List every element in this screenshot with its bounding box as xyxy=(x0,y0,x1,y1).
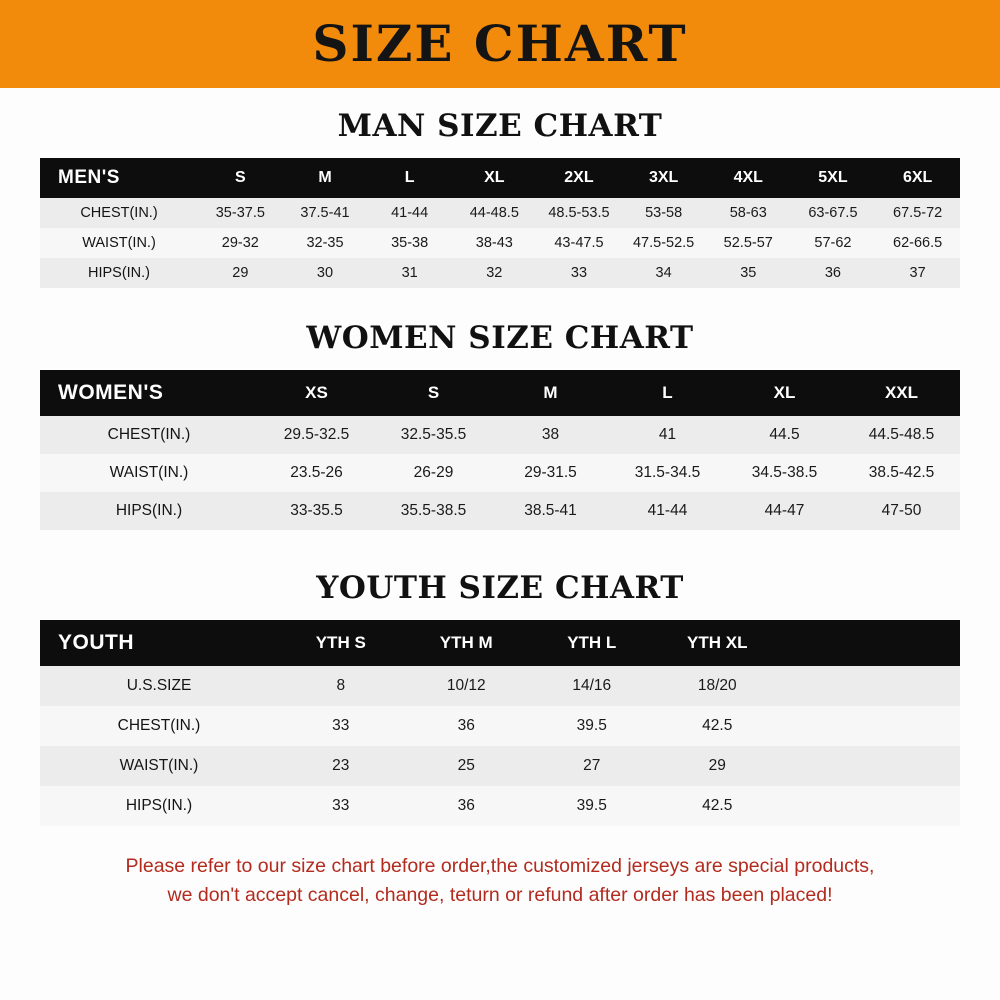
man-cell-2-2: 31 xyxy=(401,265,418,281)
women-col-header-2: S xyxy=(427,383,440,402)
youth-cell-0-1: 10/12 xyxy=(446,677,486,694)
table-row xyxy=(40,454,960,492)
women-table-header xyxy=(40,370,960,416)
man-size-table-wrapper xyxy=(40,158,960,288)
women-cell-1-4: 34.5-38.5 xyxy=(751,464,818,481)
women-cell-2-4: 44-47 xyxy=(764,502,805,519)
youth-table-body xyxy=(40,666,960,826)
women-row-label-2: HIPS(IN.) xyxy=(115,502,183,519)
man-cell-1-8: 62-66.5 xyxy=(893,235,943,251)
man-cell-0-3: 44-48.5 xyxy=(469,205,519,221)
man-cell-0-0: 35-37.5 xyxy=(215,205,265,221)
man-cell-1-6: 52.5-57 xyxy=(723,235,773,251)
table-header-row xyxy=(40,370,960,416)
man-cell-1-7: 57-62 xyxy=(814,235,852,251)
man-cell-1-2: 35-38 xyxy=(391,235,429,251)
youth-cell-2-3: 29 xyxy=(708,757,726,774)
women-cell-0-5: 44.5-48.5 xyxy=(868,426,935,443)
man-row-label-2: HIPS(IN.) xyxy=(87,265,151,281)
women-section-heading: WOMEN SIZE CHART xyxy=(306,320,694,356)
youth-cell-1-1: 36 xyxy=(457,717,475,734)
man-cell-2-1: 30 xyxy=(316,265,334,281)
table-row xyxy=(40,258,960,288)
youth-cell-2-1: 25 xyxy=(457,757,475,774)
women-cell-1-0: 23.5-26 xyxy=(290,464,343,481)
youth-cell-3-2: 39.5 xyxy=(576,797,607,814)
youth-cell-3-3: 42.5 xyxy=(702,797,733,814)
man-size-table xyxy=(40,158,960,288)
youth-cell-0-0: 8 xyxy=(336,677,346,694)
youth-size-table-wrapper xyxy=(40,620,960,826)
women-table-body xyxy=(40,416,960,530)
women-cell-2-0: 33-35.5 xyxy=(290,502,343,519)
man-col-header-8: 5XL xyxy=(818,169,848,186)
women-size-table xyxy=(40,370,960,530)
youth-size-table xyxy=(40,620,960,826)
youth-col-header-3: YTH L xyxy=(567,633,617,652)
women-cell-1-2: 29-31.5 xyxy=(524,464,577,481)
women-cell-1-3: 31.5-34.5 xyxy=(634,464,701,481)
women-col-header-3: M xyxy=(543,383,558,402)
man-cell-1-0: 29-32 xyxy=(221,235,259,251)
youth-row-label-2: WAIST(IN.) xyxy=(119,757,199,774)
women-cell-0-3: 41 xyxy=(658,426,677,443)
women-col-header-0: WOMEN'S xyxy=(58,381,164,404)
youth-section-heading: YOUTH SIZE CHART xyxy=(316,570,684,606)
man-cell-2-0: 29 xyxy=(232,265,249,281)
women-cell-1-5: 38.5-42.5 xyxy=(868,464,935,481)
man-cell-1-4: 43-47.5 xyxy=(554,235,604,251)
table-row xyxy=(40,786,960,826)
man-cell-0-4: 48.5-53.5 xyxy=(548,205,610,221)
youth-col-header-2: YTH M xyxy=(439,633,493,652)
table-row xyxy=(40,416,960,454)
youth-cell-1-spacer xyxy=(780,706,960,746)
table-row xyxy=(40,706,960,746)
youth-cell-2-2: 27 xyxy=(583,757,601,774)
man-cell-2-8: 37 xyxy=(909,265,926,281)
women-col-header-5: XL xyxy=(773,383,796,402)
man-section-heading: MAN SIZE CHART xyxy=(337,108,663,144)
youth-col-header-4: YTH XL xyxy=(687,633,748,652)
table-header-row xyxy=(40,158,960,198)
man-col-header-6: 3XL xyxy=(648,169,679,186)
women-size-table-wrapper xyxy=(40,370,960,530)
women-cell-0-1: 32.5-35.5 xyxy=(400,426,467,443)
youth-cell-0-2: 14/16 xyxy=(572,677,612,694)
women-cell-2-2: 38.5-41 xyxy=(524,502,577,519)
youth-col-header-spacer xyxy=(780,620,960,666)
youth-row-label-1: CHEST(IN.) xyxy=(117,717,201,734)
women-cell-2-3: 41-44 xyxy=(647,502,688,519)
youth-row-label-3: HIPS(IN.) xyxy=(125,797,193,814)
man-cell-0-5: 53-58 xyxy=(645,205,683,221)
man-row-label-1: WAIST(IN.) xyxy=(82,235,156,251)
women-col-header-6: XXL xyxy=(884,383,919,402)
women-col-header-4: L xyxy=(662,383,673,402)
women-cell-2-1: 35.5-38.5 xyxy=(400,502,467,519)
man-table-body xyxy=(40,198,960,288)
man-cell-0-8: 67.5-72 xyxy=(893,205,943,221)
women-cell-1-1: 26-29 xyxy=(413,464,454,481)
man-cell-0-7: 63-67.5 xyxy=(808,205,858,221)
man-cell-2-3: 32 xyxy=(486,265,503,281)
youth-cell-1-2: 39.5 xyxy=(576,717,607,734)
youth-cell-1-0: 33 xyxy=(332,717,350,734)
man-col-header-4: XL xyxy=(484,169,505,186)
youth-col-header-0: YOUTH xyxy=(58,631,134,654)
man-col-header-3: L xyxy=(404,169,415,186)
man-cell-1-5: 47.5-52.5 xyxy=(632,235,695,251)
women-cell-0-2: 38 xyxy=(541,426,560,443)
man-col-header-7: 4XL xyxy=(733,169,763,186)
man-cell-1-3: 38-43 xyxy=(475,235,513,251)
man-cell-2-7: 36 xyxy=(824,265,841,281)
women-col-header-1: XS xyxy=(305,383,328,402)
youth-row-label-0: U.S.SIZE xyxy=(126,677,192,694)
youth-col-header-1: YTH S xyxy=(315,633,366,652)
youth-cell-0-spacer xyxy=(780,666,960,706)
page-title: SIZE CHART xyxy=(312,14,688,73)
youth-cell-3-0: 33 xyxy=(332,797,350,814)
women-row-label-1: WAIST(IN.) xyxy=(109,464,189,481)
table-row xyxy=(40,492,960,530)
table-header-row xyxy=(40,620,960,666)
footer-note xyxy=(30,852,970,911)
youth-cell-1-3: 42.5 xyxy=(702,717,733,734)
table-row xyxy=(40,666,960,706)
man-col-header-2: M xyxy=(318,169,332,186)
man-cell-2-4: 33 xyxy=(570,265,588,281)
women-cell-0-4: 44.5 xyxy=(769,426,800,443)
footer-note-line-2: we don't accept cancel, change, teturn or refund after order has been placed! xyxy=(167,884,833,907)
table-row xyxy=(40,198,960,228)
women-cell-0-0: 29.5-32.5 xyxy=(283,426,350,443)
footer-note-line-1: Please refer to our size chart before order,the customized jerseys are special products, xyxy=(125,855,875,877)
man-cell-2-6: 35 xyxy=(740,265,757,281)
man-cell-0-6: 58-63 xyxy=(729,205,767,221)
youth-cell-0-3: 18/20 xyxy=(697,677,737,694)
man-table-header xyxy=(40,158,960,198)
women-row-label-0: CHEST(IN.) xyxy=(107,426,191,443)
youth-cell-3-1: 36 xyxy=(457,797,475,814)
man-cell-1-1: 32-35 xyxy=(306,235,344,251)
page-banner xyxy=(0,0,1000,88)
man-col-header-5: 2XL xyxy=(564,169,594,186)
man-cell-0-1: 37.5-41 xyxy=(300,205,350,221)
man-col-header-9: 6XL xyxy=(902,169,933,186)
man-cell-2-5: 34 xyxy=(655,265,672,281)
man-col-header-0: MEN'S xyxy=(58,167,120,188)
man-cell-0-2: 41-44 xyxy=(391,205,429,221)
youth-cell-3-spacer xyxy=(780,786,960,826)
man-row-label-0: CHEST(IN.) xyxy=(80,205,158,221)
youth-cell-2-spacer xyxy=(780,746,960,786)
youth-cell-2-0: 23 xyxy=(332,757,350,774)
man-col-header-1: S xyxy=(234,169,246,186)
women-cell-2-5: 47-50 xyxy=(881,502,922,519)
table-row xyxy=(40,746,960,786)
table-row xyxy=(40,228,960,258)
youth-table-header xyxy=(40,620,960,666)
